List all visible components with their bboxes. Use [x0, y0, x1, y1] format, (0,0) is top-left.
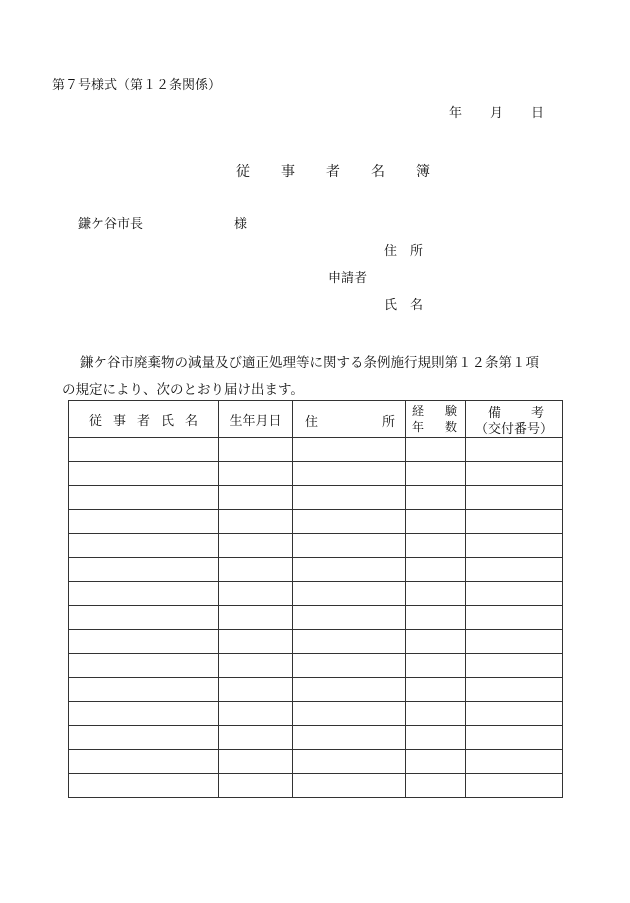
- header-subtext: （交付番号）: [474, 422, 553, 437]
- date-line: [449, 106, 544, 122]
- col-header-years-experience: [406, 401, 466, 438]
- col-header-address: [293, 401, 406, 438]
- cell-birth-date[interactable]: [219, 462, 293, 486]
- cell-remarks[interactable]: [466, 486, 563, 510]
- cell-address[interactable]: [293, 654, 406, 678]
- cell-employee-name[interactable]: [69, 606, 219, 630]
- cell-remarks[interactable]: [466, 438, 563, 462]
- cell-remarks[interactable]: [466, 534, 563, 558]
- cell-employee-name[interactable]: [69, 486, 219, 510]
- date-month-label: 月: [490, 106, 504, 121]
- cell-years-experience[interactable]: [406, 654, 466, 678]
- table-row: [69, 726, 563, 750]
- applicant-name-label: 氏 名: [384, 298, 424, 313]
- cell-remarks[interactable]: [466, 726, 563, 750]
- cell-remarks[interactable]: [466, 462, 563, 486]
- table-row: [69, 510, 563, 534]
- date-day-label: 日: [531, 106, 545, 121]
- cell-employee-name[interactable]: [69, 774, 219, 798]
- body-text-line-1: 鎌ケ谷市廃棄物の減量及び適正処理等に関する条例施行規則第１２条第１項: [80, 355, 539, 371]
- cell-remarks[interactable]: [466, 750, 563, 774]
- header-char: 備: [488, 406, 502, 421]
- cell-employee-name[interactable]: [69, 582, 219, 606]
- body-text-line-2: の規定により、次のとおり届け出ます。: [62, 382, 304, 398]
- cell-years-experience[interactable]: [406, 606, 466, 630]
- cell-address[interactable]: [293, 702, 406, 726]
- document-title: [236, 161, 461, 181]
- table-row: [69, 630, 563, 654]
- header-char: 住: [305, 415, 319, 430]
- cell-address[interactable]: [293, 582, 406, 606]
- table-row: [69, 438, 563, 462]
- table-row: [69, 654, 563, 678]
- employee-roster-table: [68, 400, 563, 798]
- cell-employee-name[interactable]: [69, 438, 219, 462]
- cell-birth-date[interactable]: [219, 534, 293, 558]
- cell-birth-date[interactable]: [219, 606, 293, 630]
- applicant-address-label: 住 所: [384, 244, 424, 259]
- cell-address[interactable]: [293, 774, 406, 798]
- header-char: 年: [412, 420, 425, 434]
- cell-employee-name[interactable]: [69, 702, 219, 726]
- cell-years-experience[interactable]: [406, 486, 466, 510]
- table-row: [69, 774, 563, 798]
- cell-years-experience[interactable]: [406, 582, 466, 606]
- cell-birth-date[interactable]: [219, 582, 293, 606]
- cell-remarks[interactable]: [466, 606, 563, 630]
- table-row: [69, 558, 563, 582]
- title-char: 者: [326, 164, 340, 180]
- table-row: [69, 606, 563, 630]
- cell-remarks[interactable]: [466, 510, 563, 534]
- header-char: 験: [444, 404, 457, 418]
- form-number-label: 第７号様式（第１２条関係）: [52, 78, 222, 93]
- cell-address[interactable]: [293, 606, 406, 630]
- cell-employee-name[interactable]: [69, 654, 219, 678]
- table-header-row: [69, 401, 563, 438]
- cell-employee-name[interactable]: [69, 510, 219, 534]
- cell-years-experience[interactable]: [406, 750, 466, 774]
- cell-remarks[interactable]: [466, 774, 563, 798]
- cell-birth-date[interactable]: [219, 438, 293, 462]
- col-header-birth-date: 生年月日: [219, 401, 293, 438]
- header-char: 経: [412, 404, 425, 418]
- title-char: 従: [236, 164, 250, 180]
- table-row: [69, 486, 563, 510]
- header-char: 考: [530, 406, 544, 421]
- cell-birth-date[interactable]: [219, 654, 293, 678]
- cell-years-experience[interactable]: [406, 678, 466, 702]
- cell-employee-name[interactable]: [69, 462, 219, 486]
- table-row: [69, 582, 563, 606]
- cell-years-experience[interactable]: [406, 510, 466, 534]
- cell-address[interactable]: [293, 678, 406, 702]
- table-row: [69, 750, 563, 774]
- cell-employee-name[interactable]: [69, 558, 219, 582]
- cell-remarks[interactable]: [466, 630, 563, 654]
- addressee-honorific: 様: [234, 217, 248, 232]
- cell-address[interactable]: [293, 558, 406, 582]
- header-char: 所: [381, 415, 395, 430]
- table-row: [69, 462, 563, 486]
- table-row: [69, 534, 563, 558]
- title-char: 名: [371, 164, 385, 180]
- cell-birth-date[interactable]: [219, 558, 293, 582]
- cell-employee-name[interactable]: [69, 750, 219, 774]
- cell-address[interactable]: [293, 534, 406, 558]
- applicant-label: 申請者: [328, 271, 368, 286]
- cell-employee-name[interactable]: [69, 726, 219, 750]
- cell-birth-date[interactable]: [219, 486, 293, 510]
- cell-address[interactable]: [293, 438, 406, 462]
- cell-birth-date[interactable]: [219, 510, 293, 534]
- date-year-label: 年: [449, 106, 463, 121]
- header-char: 者: [136, 413, 150, 429]
- cell-address[interactable]: [293, 750, 406, 774]
- cell-address[interactable]: [293, 726, 406, 750]
- header-char: 事: [112, 413, 126, 429]
- cell-employee-name[interactable]: [69, 678, 219, 702]
- cell-address[interactable]: [293, 486, 406, 510]
- cell-years-experience[interactable]: [406, 774, 466, 798]
- col-header-remarks: [466, 401, 563, 438]
- cell-years-experience[interactable]: [406, 534, 466, 558]
- cell-address[interactable]: [293, 462, 406, 486]
- cell-years-experience[interactable]: [406, 438, 466, 462]
- cell-address[interactable]: [293, 630, 406, 654]
- cell-remarks[interactable]: [466, 678, 563, 702]
- cell-birth-date[interactable]: [219, 726, 293, 750]
- cell-birth-date[interactable]: [219, 630, 293, 654]
- header-char: 数: [444, 420, 457, 434]
- cell-birth-date[interactable]: [219, 678, 293, 702]
- header-char: 氏: [160, 413, 174, 429]
- cell-years-experience[interactable]: [406, 726, 466, 750]
- cell-employee-name[interactable]: [69, 534, 219, 558]
- cell-remarks[interactable]: [466, 558, 563, 582]
- title-char: 事: [281, 164, 295, 180]
- col-header-employee-name: [69, 401, 219, 438]
- cell-birth-date[interactable]: [219, 702, 293, 726]
- cell-remarks[interactable]: [466, 702, 563, 726]
- cell-years-experience[interactable]: [406, 630, 466, 654]
- header-char: 名: [184, 413, 198, 429]
- cell-employee-name[interactable]: [69, 630, 219, 654]
- cell-years-experience[interactable]: [406, 558, 466, 582]
- table-row: [69, 678, 563, 702]
- table-row: [69, 702, 563, 726]
- cell-remarks[interactable]: [466, 582, 563, 606]
- cell-remarks[interactable]: [466, 654, 563, 678]
- header-char: 従: [88, 413, 102, 429]
- cell-birth-date[interactable]: [219, 750, 293, 774]
- cell-address[interactable]: [293, 510, 406, 534]
- addressee-name: 鎌ケ谷市長: [78, 217, 144, 232]
- cell-birth-date[interactable]: [219, 774, 293, 798]
- cell-years-experience[interactable]: [406, 462, 466, 486]
- cell-years-experience[interactable]: [406, 702, 466, 726]
- title-char: 簿: [416, 164, 430, 180]
